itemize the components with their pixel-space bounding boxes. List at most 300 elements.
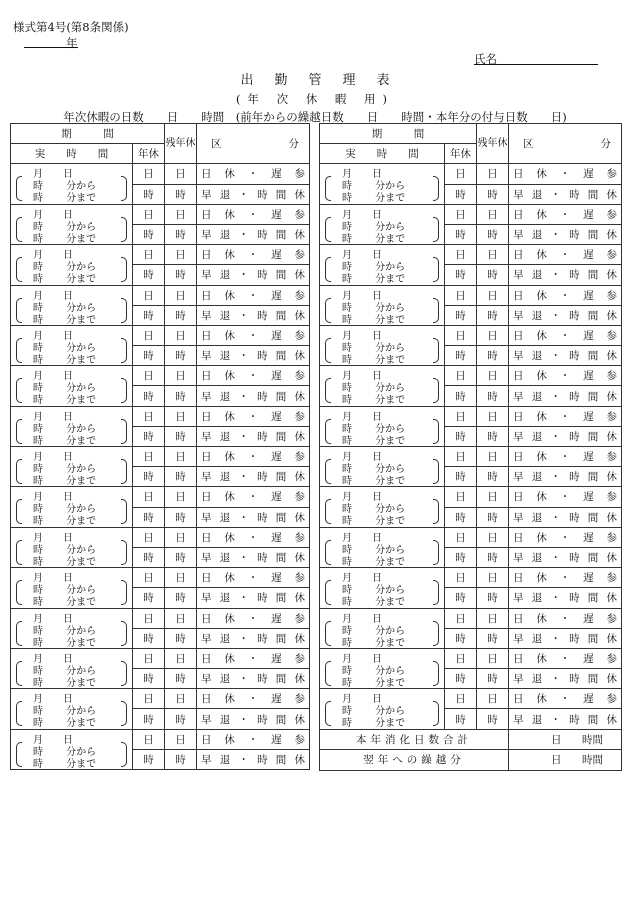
remaining-hour-cell[interactable]: 時 bbox=[165, 588, 197, 608]
category-option-char: 間 bbox=[587, 511, 599, 524]
category-option-char: 間 bbox=[587, 390, 599, 403]
period-cell[interactable] bbox=[320, 689, 445, 729]
remaining-day-cell[interactable]: 日 bbox=[165, 648, 197, 668]
category-option-char: 休 bbox=[536, 370, 547, 383]
remaining-hour-cell[interactable]: 時 bbox=[477, 426, 509, 446]
right-bracket bbox=[121, 742, 127, 767]
category-early-hourly[interactable] bbox=[197, 709, 310, 729]
remaining-hour-cell[interactable]: 時 bbox=[477, 184, 509, 204]
annual-leave-hour-cell[interactable]: 時 bbox=[445, 547, 477, 567]
category-option-char: 休 bbox=[224, 370, 235, 383]
remaining-hour-cell[interactable]: 時 bbox=[477, 386, 509, 406]
category-day-leave-late[interactable] bbox=[197, 245, 310, 265]
category-day-leave-late[interactable] bbox=[509, 406, 622, 426]
period-cell[interactable] bbox=[320, 325, 445, 365]
category-option-char: ・ bbox=[559, 531, 571, 544]
remaining-hour-cell[interactable]: 時 bbox=[165, 669, 197, 689]
category-option-char: 時 bbox=[569, 713, 580, 726]
annual-leave-day-cell[interactable]: 日 bbox=[445, 325, 477, 345]
period-cell[interactable] bbox=[320, 366, 445, 406]
category-early-hourly[interactable] bbox=[509, 386, 622, 406]
remaining-hour-cell[interactable]: 時 bbox=[165, 628, 197, 648]
annual-leave-hour-cell[interactable]: 時 bbox=[133, 386, 165, 406]
annual-leave-hour-cell[interactable]: 時 bbox=[445, 467, 477, 487]
period-cell[interactable] bbox=[320, 406, 445, 446]
annual-leave-day-cell[interactable]: 日 bbox=[445, 608, 477, 628]
annual-leave-day-cell[interactable]: 日 bbox=[133, 204, 165, 224]
period-cell[interactable] bbox=[11, 406, 133, 446]
annual-leave-hour-cell[interactable]: 時 bbox=[133, 669, 165, 689]
period-cell[interactable] bbox=[320, 204, 445, 244]
category-day-leave-late[interactable] bbox=[197, 325, 310, 345]
category-early-hourly[interactable] bbox=[197, 224, 310, 244]
category-option-char: ・ bbox=[238, 592, 249, 605]
annual-leave-day-cell[interactable]: 日 bbox=[445, 648, 477, 668]
annual-leave-day-cell[interactable]: 日 bbox=[445, 568, 477, 588]
category-option-char: 参 bbox=[606, 612, 617, 625]
period-cell[interactable] bbox=[320, 648, 445, 688]
category-early-hourly[interactable] bbox=[197, 507, 310, 527]
remaining-day-cell[interactable]: 日 bbox=[477, 608, 509, 628]
annual-leave-day-cell[interactable]: 日 bbox=[445, 366, 477, 386]
annual-leave-hour-cell[interactable]: 時 bbox=[133, 426, 165, 446]
category-day-leave-late[interactable] bbox=[197, 527, 310, 547]
category-day-leave-late[interactable] bbox=[197, 285, 310, 305]
remaining-day-cell[interactable]: 日 bbox=[165, 568, 197, 588]
category-option-char: 休 bbox=[224, 168, 235, 181]
remaining-day-cell[interactable]: 日 bbox=[165, 729, 197, 749]
time-to-text: 時 分まで bbox=[33, 314, 97, 326]
category-early-hourly[interactable] bbox=[509, 426, 622, 446]
category-option-char: ・ bbox=[550, 350, 561, 363]
annual-leave-hour-cell[interactable]: 時 bbox=[445, 305, 477, 325]
annual-leave-day-cell[interactable]: 日 bbox=[445, 527, 477, 547]
category-option-char: ・ bbox=[247, 652, 259, 665]
period-cell[interactable] bbox=[320, 447, 445, 487]
annual-leave-hour-cell[interactable]: 時 bbox=[133, 346, 165, 366]
annual-leave-hour-cell[interactable]: 時 bbox=[445, 588, 477, 608]
remaining-day-cell[interactable]: 日 bbox=[477, 648, 509, 668]
right-bracket bbox=[121, 499, 127, 524]
category-option-char: 休 bbox=[224, 733, 235, 746]
annual-leave-day-cell[interactable]: 日 bbox=[133, 164, 165, 184]
category-option-char: 早 bbox=[513, 511, 524, 524]
remaining-hour-cell[interactable]: 時 bbox=[477, 588, 509, 608]
remaining-hour-cell[interactable]: 時 bbox=[477, 265, 509, 285]
annual-leave-day-cell[interactable]: 日 bbox=[133, 608, 165, 628]
remaining-day-cell[interactable]: 日 bbox=[165, 204, 197, 224]
annual-leave-hour-cell[interactable]: 時 bbox=[133, 507, 165, 527]
category-day-leave-late[interactable] bbox=[197, 689, 310, 709]
category-early-hourly[interactable] bbox=[197, 547, 310, 567]
remaining-hour-cell[interactable]: 時 bbox=[165, 265, 197, 285]
table-row bbox=[320, 608, 622, 628]
remaining-day-cell[interactable]: 日 bbox=[477, 527, 509, 547]
remaining-hour-cell[interactable]: 時 bbox=[165, 305, 197, 325]
remaining-day-cell[interactable]: 日 bbox=[165, 164, 197, 184]
month-day-text: 月 日 bbox=[33, 209, 73, 221]
category-option-char: 退 bbox=[219, 673, 231, 686]
category-early-hourly[interactable] bbox=[197, 386, 310, 406]
remaining-hour-cell[interactable]: 時 bbox=[165, 507, 197, 527]
category-day-leave-late[interactable] bbox=[197, 366, 310, 386]
month-day-text: 月 日 bbox=[342, 371, 382, 383]
remaining-hour-cell[interactable]: 時 bbox=[165, 467, 197, 487]
category-option-char: 遅 bbox=[583, 531, 594, 544]
category-day-leave-late[interactable] bbox=[197, 648, 310, 668]
category-day-leave-late[interactable] bbox=[197, 164, 310, 184]
period-cell[interactable] bbox=[320, 164, 445, 204]
period-cell[interactable] bbox=[320, 568, 445, 608]
table-row bbox=[320, 406, 622, 426]
time-to-text: 時 分まで bbox=[33, 516, 97, 528]
period-cell[interactable] bbox=[11, 568, 133, 608]
category-early-hourly[interactable] bbox=[509, 305, 622, 325]
table-row bbox=[320, 447, 622, 467]
category-early-hourly[interactable] bbox=[509, 265, 622, 285]
category-option bbox=[509, 651, 621, 666]
annual-leave-day-cell[interactable]: 日 bbox=[445, 204, 477, 224]
right-bracket bbox=[433, 338, 439, 363]
category-day-leave-late[interactable] bbox=[197, 608, 310, 628]
category-option-char: 遅 bbox=[583, 491, 594, 504]
period-cell[interactable] bbox=[11, 285, 133, 325]
remaining-hour-cell[interactable]: 時 bbox=[165, 749, 197, 769]
category-option-char: 早 bbox=[201, 350, 212, 363]
category-option-char: 早 bbox=[513, 713, 524, 726]
remaining-hour-cell[interactable]: 時 bbox=[477, 628, 509, 648]
category-day-leave-late[interactable] bbox=[197, 204, 310, 224]
category-early-hourly[interactable] bbox=[197, 265, 310, 285]
category-option bbox=[509, 590, 621, 605]
remaining-hour-cell[interactable]: 時 bbox=[477, 709, 509, 729]
left-bracket bbox=[16, 459, 22, 484]
category-option-char: ・ bbox=[559, 572, 571, 585]
category-day-leave-late[interactable] bbox=[197, 568, 310, 588]
remaining-hour-cell[interactable]: 時 bbox=[477, 507, 509, 527]
category-early-hourly[interactable] bbox=[509, 224, 622, 244]
category-option-char: ・ bbox=[559, 652, 571, 665]
annual-leave-hour-cell[interactable]: 時 bbox=[445, 709, 477, 729]
category-day-leave-late[interactable] bbox=[509, 285, 622, 305]
period-cell[interactable] bbox=[11, 447, 133, 487]
category-early-hourly[interactable] bbox=[509, 547, 622, 567]
annual-leave-day-cell[interactable]: 日 bbox=[445, 447, 477, 467]
remaining-hour-cell[interactable]: 時 bbox=[477, 547, 509, 567]
category-early-hourly[interactable] bbox=[509, 507, 622, 527]
annual-leave-day-cell[interactable]: 日 bbox=[445, 164, 477, 184]
annual-leave-day-cell[interactable]: 日 bbox=[445, 487, 477, 507]
remaining-day-cell[interactable]: 日 bbox=[165, 245, 197, 265]
period-cell[interactable] bbox=[320, 487, 445, 527]
category-option-char: 退 bbox=[219, 390, 231, 403]
category-day-leave-late[interactable] bbox=[509, 204, 622, 224]
category-option-char: ・ bbox=[550, 430, 561, 443]
right-bracket bbox=[121, 621, 127, 646]
category-day-leave-late[interactable] bbox=[509, 245, 622, 265]
right-bracket bbox=[121, 701, 127, 726]
right-bracket bbox=[433, 257, 439, 282]
annual-leave-hour-cell[interactable]: 時 bbox=[445, 426, 477, 446]
remaining-day-cell[interactable]: 日 bbox=[477, 447, 509, 467]
remaining-hour-cell[interactable]: 時 bbox=[165, 346, 197, 366]
remaining-day-cell[interactable]: 日 bbox=[477, 689, 509, 709]
category-option-char: 日 bbox=[201, 612, 212, 625]
annual-leave-day-cell[interactable]: 日 bbox=[445, 245, 477, 265]
category-option-char: 日 bbox=[201, 572, 212, 585]
annual-leave-day-cell[interactable]: 日 bbox=[133, 325, 165, 345]
remaining-leave-header bbox=[477, 124, 509, 164]
category-day-leave-late[interactable] bbox=[509, 568, 622, 588]
annual-leave-hour-cell[interactable]: 時 bbox=[133, 305, 165, 325]
category-day-leave-late[interactable] bbox=[197, 447, 310, 467]
time-from-text: 時 分から bbox=[342, 423, 406, 435]
annual-leave-day-cell[interactable]: 日 bbox=[133, 568, 165, 588]
annual-leave-hour-cell[interactable]: 時 bbox=[133, 547, 165, 567]
category-option-char: 日 bbox=[513, 410, 524, 423]
annual-leave-day-cell[interactable]: 日 bbox=[133, 245, 165, 265]
category-option-char: 遅 bbox=[583, 168, 594, 181]
category-option-char: 休 bbox=[606, 592, 617, 605]
time-to-text: 時 分まで bbox=[342, 233, 406, 245]
period-cell[interactable] bbox=[11, 164, 133, 204]
category-option-char: ・ bbox=[238, 229, 249, 242]
category-day-leave-late[interactable] bbox=[509, 608, 622, 628]
remaining-day-cell[interactable]: 日 bbox=[477, 204, 509, 224]
table-row bbox=[11, 204, 310, 224]
period-cell[interactable] bbox=[320, 527, 445, 567]
time-to-text: 時 分まで bbox=[342, 637, 406, 649]
carryover-value[interactable] bbox=[509, 750, 622, 771]
category-day-leave-late[interactable] bbox=[197, 487, 310, 507]
remaining-day-cell[interactable]: 日 bbox=[477, 487, 509, 507]
period-cell[interactable] bbox=[11, 729, 133, 769]
month-day-text: 月 日 bbox=[33, 250, 73, 262]
remaining-hour-cell[interactable]: 時 bbox=[477, 669, 509, 689]
category-option-char: 時 bbox=[569, 471, 580, 484]
remaining-hour-cell[interactable]: 時 bbox=[165, 184, 197, 204]
remaining-day-cell[interactable]: 日 bbox=[477, 406, 509, 426]
annual-leave-hour-cell[interactable]: 時 bbox=[445, 184, 477, 204]
category-option bbox=[509, 288, 621, 303]
period-cell[interactable] bbox=[11, 366, 133, 406]
category-early-hourly[interactable] bbox=[509, 346, 622, 366]
category-day-leave-late[interactable] bbox=[509, 527, 622, 547]
category-day-leave-late[interactable] bbox=[509, 689, 622, 709]
category-early-hourly[interactable] bbox=[197, 467, 310, 487]
category-early-hourly[interactable] bbox=[197, 669, 310, 689]
category-early-hourly[interactable] bbox=[509, 709, 622, 729]
category-option-char: 早 bbox=[201, 511, 212, 524]
period-cell[interactable] bbox=[320, 245, 445, 285]
remaining-hour-cell[interactable]: 時 bbox=[477, 305, 509, 325]
category-early-hourly[interactable] bbox=[509, 467, 622, 487]
category-option-char: 時 bbox=[569, 632, 580, 645]
annual-leave-hour-cell[interactable]: 時 bbox=[133, 749, 165, 769]
category-option-char: 時 bbox=[257, 511, 268, 524]
remaining-day-cell[interactable]: 日 bbox=[165, 406, 197, 426]
category-day-leave-late[interactable] bbox=[509, 648, 622, 668]
category-early-hourly[interactable] bbox=[197, 426, 310, 446]
category-day-leave-late[interactable] bbox=[509, 164, 622, 184]
category-early-hourly[interactable] bbox=[509, 184, 622, 204]
remaining-day-cell[interactable]: 日 bbox=[477, 285, 509, 305]
category-early-hourly[interactable] bbox=[197, 588, 310, 608]
category-option-char: 休 bbox=[606, 229, 617, 242]
category-early-hourly[interactable] bbox=[509, 628, 622, 648]
annual-leave-day-cell[interactable]: 日 bbox=[133, 729, 165, 749]
category-option-char: 遅 bbox=[271, 208, 282, 221]
category-option-char: 遅 bbox=[583, 370, 594, 383]
period-cell[interactable] bbox=[11, 487, 133, 527]
category-option bbox=[509, 570, 621, 585]
annual-leave-hour-cell[interactable]: 時 bbox=[445, 224, 477, 244]
annual-leave-hour-cell[interactable]: 時 bbox=[133, 184, 165, 204]
category-option bbox=[509, 166, 621, 181]
annual-leave-day-cell[interactable]: 日 bbox=[445, 689, 477, 709]
period-header: 期 間 bbox=[11, 124, 165, 144]
category-option-char: 日 bbox=[513, 289, 524, 302]
category-day-leave-late[interactable] bbox=[509, 487, 622, 507]
month-day-text: 月 日 bbox=[342, 613, 382, 625]
annual-leave-day-cell[interactable]: 日 bbox=[133, 447, 165, 467]
period-cell[interactable] bbox=[11, 689, 133, 729]
category-option-char: ・ bbox=[238, 430, 249, 443]
category-option bbox=[509, 207, 621, 222]
annual-leave-day-cell[interactable]: 日 bbox=[133, 487, 165, 507]
category-early-hourly[interactable] bbox=[197, 305, 310, 325]
period-cell[interactable] bbox=[320, 285, 445, 325]
remaining-hour-cell[interactable]: 時 bbox=[165, 386, 197, 406]
category-day-leave-late[interactable] bbox=[197, 729, 310, 749]
category-option-char: 日 bbox=[201, 531, 212, 544]
consumed-days-value[interactable] bbox=[509, 729, 622, 750]
category-option-char: 早 bbox=[201, 229, 212, 242]
annual-leave-day-cell[interactable]: 日 bbox=[445, 285, 477, 305]
category-option-char: 日 bbox=[513, 693, 524, 706]
period-cell[interactable] bbox=[11, 608, 133, 648]
period-cell[interactable] bbox=[11, 527, 133, 567]
category-option-char: 参 bbox=[606, 329, 617, 342]
category-option-char: 早 bbox=[201, 309, 212, 322]
table-row bbox=[11, 447, 310, 467]
category-option-char: ・ bbox=[247, 531, 259, 544]
remaining-day-cell[interactable]: 日 bbox=[165, 527, 197, 547]
time-to-text: 時 分まで bbox=[33, 476, 97, 487]
remaining-day-cell[interactable]: 日 bbox=[477, 164, 509, 184]
period-cell[interactable] bbox=[11, 204, 133, 244]
category-early-hourly[interactable] bbox=[197, 628, 310, 648]
category-option-char: 時 bbox=[569, 592, 580, 605]
period-cell[interactable] bbox=[11, 325, 133, 365]
annual-leave-hour-cell[interactable]: 時 bbox=[445, 265, 477, 285]
table-row bbox=[320, 366, 622, 386]
remaining-day-cell[interactable]: 日 bbox=[165, 447, 197, 467]
category-early-hourly[interactable] bbox=[197, 184, 310, 204]
remaining-day-cell[interactable]: 日 bbox=[165, 487, 197, 507]
table-row bbox=[11, 406, 310, 426]
category-day-leave-late[interactable] bbox=[509, 366, 622, 386]
category-option-char: 間 bbox=[587, 229, 599, 242]
annual-leave-day-cell[interactable]: 日 bbox=[133, 527, 165, 547]
annual-leave-hour-cell[interactable]: 時 bbox=[133, 265, 165, 285]
remaining-hour-cell[interactable]: 時 bbox=[165, 224, 197, 244]
table-row bbox=[11, 285, 310, 305]
category-option-char: 退 bbox=[219, 552, 231, 565]
category-day-leave-late[interactable] bbox=[509, 447, 622, 467]
category-option bbox=[197, 651, 309, 666]
remaining-day-cell[interactable]: 日 bbox=[477, 325, 509, 345]
annual-leave-hour-cell[interactable]: 時 bbox=[133, 628, 165, 648]
remaining-day-cell[interactable]: 日 bbox=[477, 245, 509, 265]
category-option-char: 間 bbox=[587, 430, 599, 443]
annual-leave-day-cell[interactable]: 日 bbox=[133, 366, 165, 386]
month-day-text: 月 日 bbox=[342, 452, 382, 463]
annual-leave-hour-cell[interactable]: 時 bbox=[133, 467, 165, 487]
remaining-day-cell[interactable]: 日 bbox=[165, 366, 197, 386]
time-to-text: 時 分まで bbox=[33, 395, 97, 407]
annual-leave-hour-cell[interactable]: 時 bbox=[133, 588, 165, 608]
annual-leave-day-cell[interactable]: 日 bbox=[445, 406, 477, 426]
category-early-hourly[interactable] bbox=[197, 346, 310, 366]
time-from-text: 時 分から bbox=[342, 706, 406, 718]
time-to-text: 時 分まで bbox=[33, 758, 97, 770]
period-cell[interactable] bbox=[11, 245, 133, 285]
remaining-day-cell[interactable]: 日 bbox=[165, 285, 197, 305]
annual-leave-hour-cell[interactable]: 時 bbox=[445, 628, 477, 648]
category-option-char: ・ bbox=[550, 390, 561, 403]
remaining-day-cell[interactable]: 日 bbox=[165, 325, 197, 345]
remaining-hour-cell[interactable]: 時 bbox=[477, 346, 509, 366]
category-day-leave-late[interactable] bbox=[509, 325, 622, 345]
remaining-hour-cell[interactable]: 時 bbox=[477, 467, 509, 487]
period-cell[interactable] bbox=[11, 648, 133, 688]
annual-leave-hour-cell[interactable]: 時 bbox=[133, 224, 165, 244]
category-option-char: ・ bbox=[247, 289, 259, 302]
remaining-hour-cell[interactable]: 時 bbox=[165, 426, 197, 446]
name-label: 氏名 bbox=[474, 52, 497, 66]
category-option-char: 参 bbox=[294, 370, 305, 383]
category-early-hourly[interactable] bbox=[197, 749, 310, 769]
category-early-hourly[interactable] bbox=[509, 588, 622, 608]
annual-leave-hour-cell[interactable]: 時 bbox=[133, 709, 165, 729]
annual-leave-day-cell[interactable]: 日 bbox=[133, 406, 165, 426]
remaining-hour-cell[interactable]: 時 bbox=[477, 224, 509, 244]
annual-leave-day-cell[interactable]: 日 bbox=[133, 689, 165, 709]
month-day-text: 月 日 bbox=[342, 492, 382, 504]
remaining-day-cell[interactable]: 日 bbox=[165, 689, 197, 709]
category-early-hourly[interactable] bbox=[509, 669, 622, 689]
category-option-char: 休 bbox=[536, 612, 547, 625]
annual-leave-day-cell[interactable]: 日 bbox=[133, 285, 165, 305]
period-cell[interactable] bbox=[320, 608, 445, 648]
annual-leave-hour-cell[interactable]: 時 bbox=[445, 507, 477, 527]
category-option-char: 退 bbox=[531, 632, 543, 645]
time-from-text: 時 分から bbox=[342, 302, 406, 314]
remaining-hour-cell[interactable]: 時 bbox=[165, 709, 197, 729]
remaining-hour-cell[interactable]: 時 bbox=[165, 547, 197, 567]
remaining-day-cell[interactable]: 日 bbox=[165, 608, 197, 628]
category-day-leave-late[interactable] bbox=[197, 406, 310, 426]
annual-leave-day-cell[interactable]: 日 bbox=[133, 648, 165, 668]
time-from-text: 時 分から bbox=[342, 342, 406, 354]
annual-leave-hour-cell[interactable]: 時 bbox=[445, 386, 477, 406]
remaining-day-cell[interactable]: 日 bbox=[477, 366, 509, 386]
annual-leave-hour-cell[interactable]: 時 bbox=[445, 346, 477, 366]
annual-leave-hour-cell[interactable]: 時 bbox=[445, 669, 477, 689]
category-option-char: 日 bbox=[201, 289, 212, 302]
remaining-day-cell[interactable]: 日 bbox=[477, 568, 509, 588]
